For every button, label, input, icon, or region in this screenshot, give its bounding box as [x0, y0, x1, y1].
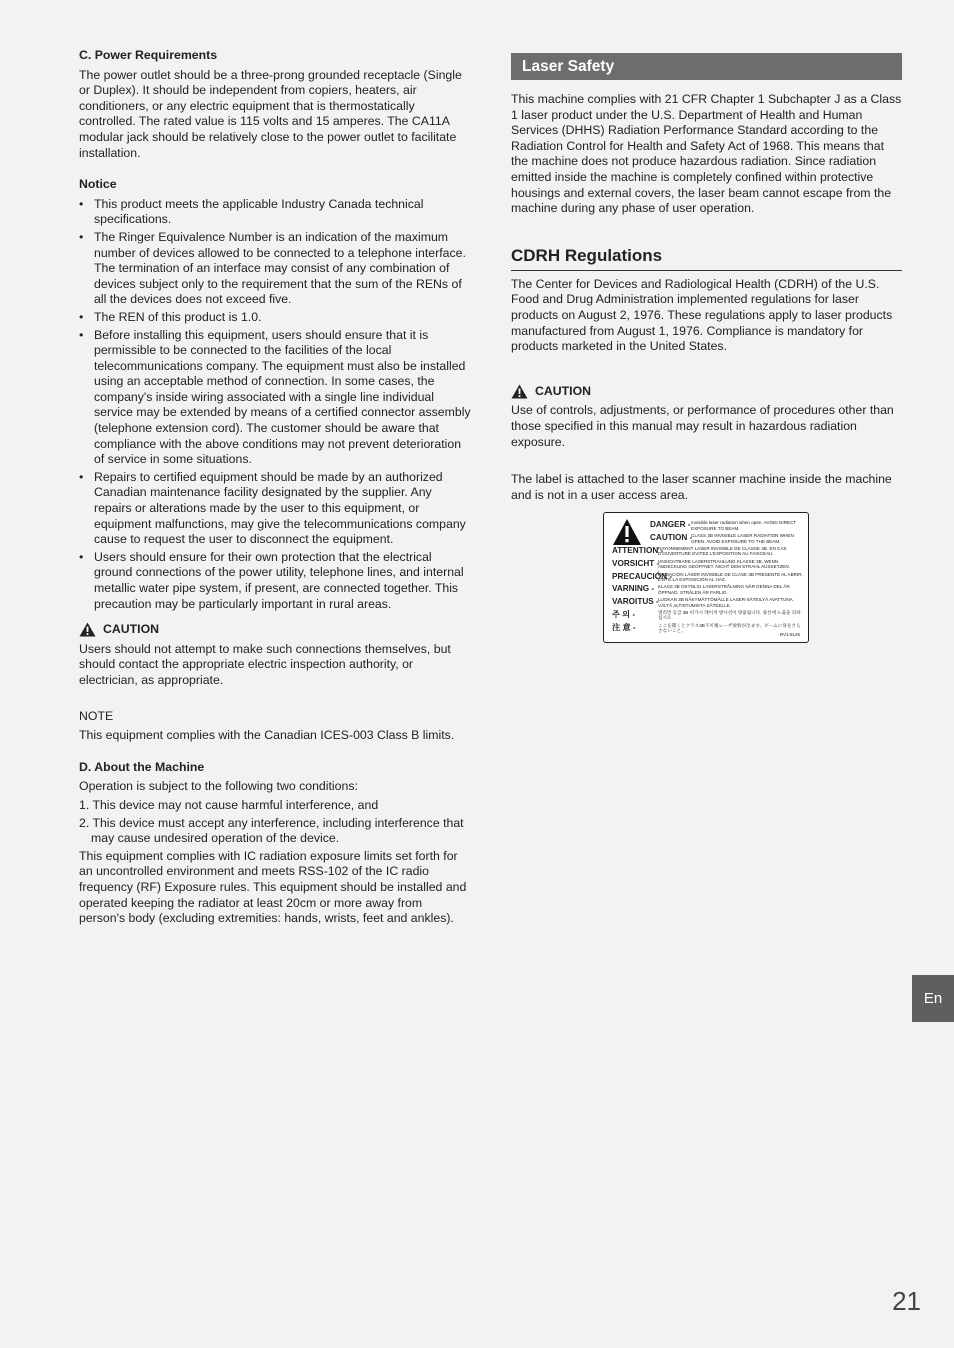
left-column [79, 48, 471, 927]
label-key: PRECAUCIÓN - [612, 571, 673, 581]
notice-heading: Notice [79, 177, 117, 192]
label-text: ここを開くとクラス3B不可視レーザ放射が出ます。ビームに身をさらさないこと。 [658, 622, 801, 634]
notice-item: • Users should ensure for their own protection that the electrical ground connections of the power utility, telephone lines, and internal metallic water pipe system, if present, are connected together. This precaution may be particularly important in rural areas. [79, 550, 471, 612]
label-row [612, 584, 804, 595]
label-key: DANGER - [650, 520, 691, 530]
label-text: RADIACIÓN LÁSER INVISIBLE DE CLASE 3B PRESENTE AL ABRIR. EVITE LA EXPOSICIÓN AL HAZ. [658, 571, 803, 582]
warning-triangle-icon [511, 384, 528, 399]
power-requirements-heading: C. Power Requirements [79, 48, 218, 62]
condition-item: 2. This device must accept any interference, including interference that may cause undesired operation of the device. [79, 815, 464, 846]
language-tab: En [912, 975, 954, 1022]
power-requirements-text: The power outlet should be a three-prong grounded receptacle (Single or Duplex). It should be independent from copiers, heaters, air conditioners, or any electric equipment that is thermostatically controlled. The rated value is 115 volts and 15 amperes. The CA11A modular jack should be relatively close to the power outlet to facilitate installation. [79, 67, 462, 160]
label-text: KLASS 3B OSYNLIG LASERSTRÅLNING NÄR DENNA DEL ÄR ÖPPNAD. STRÅLEN ÄR FARLIG. [658, 584, 790, 595]
about-machine-heading: D. About the Machine [79, 759, 205, 774]
label-key: 주 의 - [612, 609, 636, 619]
label-text: 열리면 등급 3B 비가시 레이저 방사선이 방출됩니다. 광선에 노출을 피하십시오. [658, 609, 801, 621]
label-text: CLASS 3B INVISIBLE LASER RADIATION WHEN OPEN. AVOID EXPOSURE TO THE BEAM. [691, 533, 794, 544]
about-machine-intro: Operation is subject to the following two conditions: [79, 779, 358, 794]
label-rows [612, 520, 804, 635]
label-text: UNSICHTBARE LASERSTRAHLUNG KLASSE 3B, WENN ABDECKUNG GEOFFNET. NICHT DEM STRAHL AUSSETZEN. [658, 558, 790, 570]
laser-caution-text: Use of controls, adjustments, or performance of procedures other than those specified in this manual may result in hazardous radiation exposure. [511, 403, 894, 449]
cdrh-heading: CDRH Regulations [511, 245, 902, 271]
label-location-text: The label is attached to the laser scanner machine inside the machine and is not in a user access area. [511, 472, 892, 502]
conditions-list [79, 798, 471, 847]
cdrh-text: The Center for Devices and Radiological Health (CDRH) of the U.S. Food and Drug Administration implemented regulations for laser products on August 2, 1976. These regulations apply to laser products manufactured from August 1, 1976. Compliance is mandatory for products marketed in the United States. [511, 276, 893, 354]
laser-safety-heading: Laser Safety [511, 53, 902, 80]
label-row [612, 520, 804, 531]
notice-item: • The REN of this product is 1.0. [79, 310, 471, 326]
label-row [612, 610, 804, 621]
caution-label: CAUTION [535, 383, 592, 398]
note-heading: NOTE [79, 708, 114, 723]
label-row [612, 559, 804, 570]
label-text: LUOKAN 3B NÄKYMÄTTÖMÄLLE LASER-SÄTEILYÄ AVATTUNA. VÄLTÄ ALTISTUMISTA SÄTEELLE. [658, 597, 794, 608]
label-key: VAROITUS - [612, 597, 659, 607]
label-row [612, 546, 804, 557]
notice-item: • This product meets the applicable Industry Canada technical specifications. [79, 197, 471, 228]
label-key: VARNING - [612, 584, 655, 594]
label-key: ATTENTION - [612, 545, 664, 555]
laser-warning-label [603, 512, 809, 643]
caution-text: Users should not attempt to make such connections themselves, but should contact the appropriate electric inspection authority, or electrician, as appropriate. [79, 641, 451, 687]
label-key: VORSICHT - [612, 558, 660, 568]
label-text: RAYONNEMENT LASER INVISIBLE DE CLASSE 3B. EN CAS D'OUVERTURE EVITEZ L'EXPOSITION AU FAISCEAU. [658, 545, 787, 557]
laser-caution-heading [511, 384, 902, 400]
warning-triangle-icon [79, 622, 96, 637]
notice-item: • Before installing this equipment, users should ensure that it is permissible to be connected to the facilities of the local telecommunications company. The equipment must also be installed using an acceptable method of connection. In some cases, the company's inside wiring associated with a single line individual service may be extended by means of a certified connector assembly (telephone extension cord). The customer should be aware that compliance with the above conditions may not prevent deterioration of service in some situations. [79, 328, 471, 468]
notice-item: • Repairs to certified equipment should be made by an authorized Canadian maintenance facility designated by the supplier. Any repairs or alterations made by the user to this equipment, or equipment malfunctions, may give the telecommunications company cause to request the user to disconnect the equipment. [79, 470, 471, 548]
label-row [612, 572, 804, 583]
rf-exposure-text: This equipment complies with IC radiation exposure limits set forth for an uncontrolled environment and meets RSS-102 of the IC radio frequency (RF) Exposure rules. This equipment should be installed and operated keeping the radiator at least 20cm or more away from person's body (excluding extremities: hands, wrists, feet and ankles). [79, 848, 467, 926]
label-key: 注 意 - [612, 622, 636, 632]
label-row [612, 533, 804, 544]
label-text: Invisible laser radiation when open. AVOID DIRECT EXPOSURE TO BEAM. [691, 520, 797, 531]
label-row [612, 623, 804, 634]
notice-item: • The Ringer Equivalence Number is an indication of the maximum number of devices allowed to be connected to a telephone interface. The termination of an interface may consist of any combination of devices subject only to the requirement that the sum of the RENs of all the devices does not exceed five. [79, 230, 471, 308]
right-column [511, 48, 902, 643]
note-text: This equipment complies with the Canadian ICES-003 Class B limits. [79, 728, 455, 743]
label-key: CAUTION - [650, 533, 693, 543]
condition-item: 1. This device may not cause harmful interference, and [79, 797, 379, 812]
caution-heading [79, 622, 471, 638]
label-row [612, 597, 804, 608]
page-number: 21 [892, 1286, 921, 1316]
label-code: RV1-8125 [779, 632, 800, 638]
notice-list [79, 197, 471, 612]
laser-safety-text: This machine complies with 21 CFR Chapter 1 Subchapter J as a Class 1 laser product under the U.S. Department of Health and Human Services (DHHS) Radiation Performance Standard according to the Radiation Control for Health and Safety Act of 1968. This means that the machine does not produce hazardous radiation. Since radiation emitted inside the machine is completely confined within protective housings and external covers, the laser beam cannot escape from the machine during any phase of user operation. [511, 92, 902, 216]
caution-label: CAUTION [103, 622, 160, 637]
